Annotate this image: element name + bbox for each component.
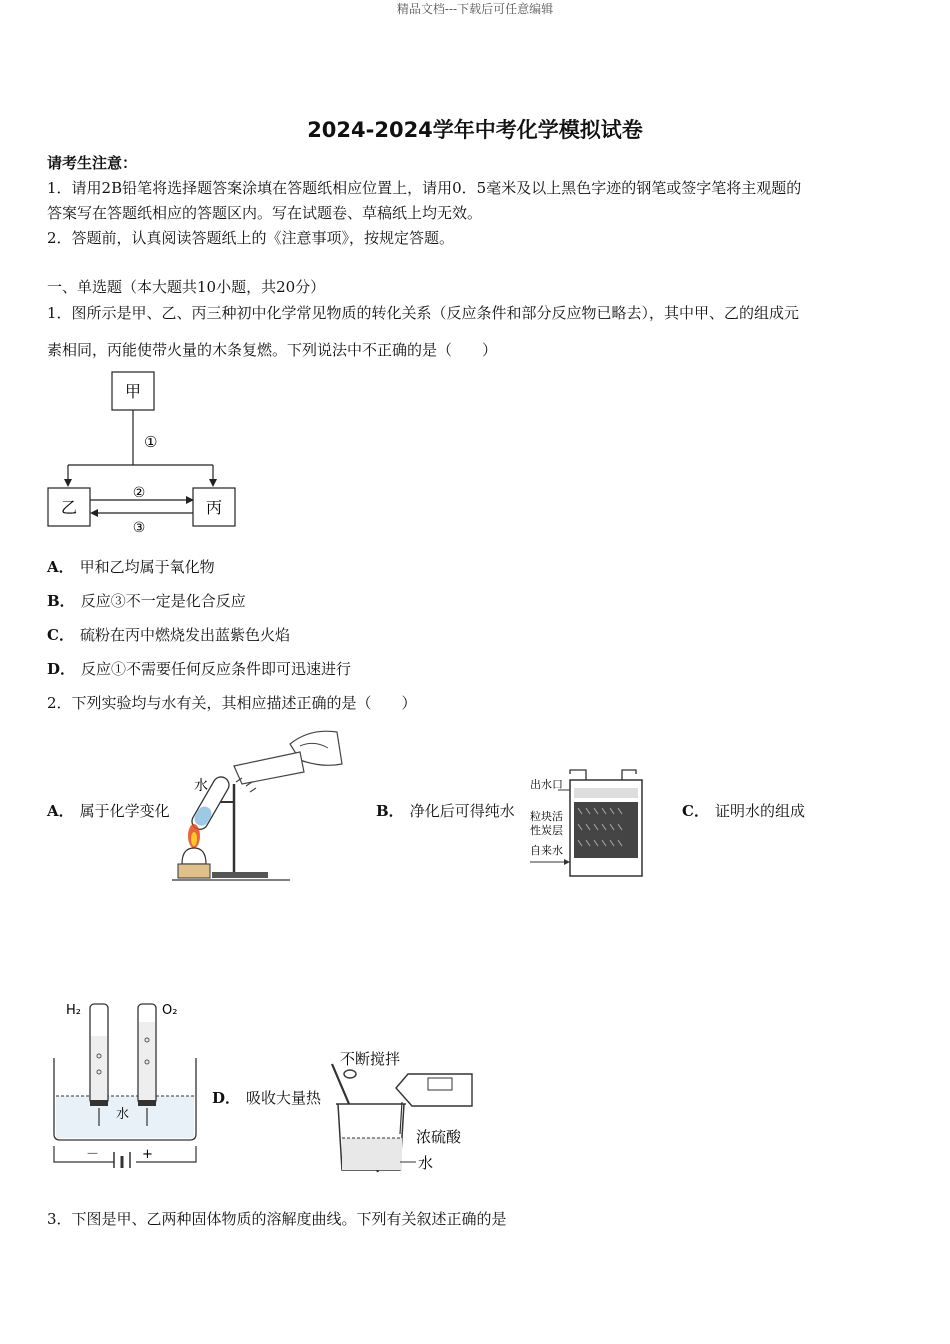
option-text: 属于化学变化	[79, 802, 170, 820]
q1-option-b[interactable]	[47, 590, 246, 611]
label-jia: 甲	[124, 382, 142, 401]
q1-option-a[interactable]	[47, 556, 215, 577]
section-heading: 一、单选题（本大题共10小题，共20分）	[47, 278, 326, 296]
q2-option-c[interactable]	[682, 800, 805, 821]
label-carbon-2: 性炭层	[530, 824, 563, 837]
label-water: 水	[418, 1154, 434, 1172]
option-letter: A．	[47, 802, 74, 820]
label-h2: H₂	[66, 1003, 81, 1018]
q1-conversion-diagram	[40, 368, 250, 534]
label-acid: 浓硫酸	[416, 1128, 462, 1146]
label-yi: 乙	[60, 498, 78, 517]
figure-heating-test-tube	[172, 724, 347, 886]
label-water: 水	[194, 778, 208, 794]
page-header-watermark: 精品文档---下载后可任意编辑	[396, 2, 554, 16]
q1-option-d[interactable]	[47, 658, 351, 679]
q2-stem: 2．下列实验均与水有关，其相应描述正确的是（ ）	[47, 694, 417, 712]
label-r3: ③	[132, 520, 146, 534]
figure-activated-carbon-filter	[528, 768, 648, 882]
q2-option-a[interactable]	[47, 800, 170, 821]
label-carbon-1: 粒块活	[530, 810, 563, 823]
notice-heading: 请考生注意：	[47, 154, 138, 172]
notice-line-1: 1．请用2B铅笔将选择题答案涂填在答题纸相应位置上，请用0．5毫米及以上黑色字迹的钢笔或签字笔将主观题的	[47, 179, 802, 197]
label-outlet: 出水口	[530, 778, 563, 791]
figure-water-electrolysis	[50, 996, 202, 1168]
label-r1: ①	[144, 433, 158, 451]
label-r2: ②	[132, 485, 146, 501]
q3-stem: 3．下图是甲、乙两种固体物质的溶解度曲线。下列有关叙述正确的是	[47, 1210, 507, 1228]
label-o2: O₂	[162, 1003, 178, 1018]
option-letter: A．	[47, 558, 74, 576]
label-water: 水	[116, 1107, 130, 1122]
q1-stem-line-2: 素相同，丙能使带火量的木条复燃。下列说法中不正确的是（ ）	[47, 341, 498, 359]
option-letter: B．	[376, 802, 404, 820]
page-title: 2024-2024学年中考化学模拟试卷	[307, 118, 643, 142]
option-text: 证明水的组成	[714, 802, 805, 820]
label-inlet: 自来水	[530, 844, 563, 857]
option-text: 吸收大量热	[246, 1089, 322, 1107]
option-text: 甲和乙均属于氧化物	[79, 558, 215, 576]
label-stir: 不断搅拌	[340, 1050, 401, 1068]
option-text: 净化后可得纯水	[409, 802, 515, 820]
notice-line-2: 2．答题前，认真阅读答题纸上的《注意事项》，按规定答题。	[47, 229, 455, 247]
option-letter: C．	[682, 802, 709, 820]
q2-option-d[interactable]	[212, 1087, 321, 1108]
option-letter: B．	[47, 592, 75, 610]
q1-stem-line-1: 1．图所示是甲、乙、丙三种初中化学常见物质的转化关系（反应条件和部分反应物已略去），其中甲、乙的组成元	[47, 304, 800, 322]
option-text: 反应①不需要任何反应条件即可迅速进行	[81, 660, 352, 678]
notice-line-1b: 答案写在答题纸相应的答题区内。写在试题卷、草稿纸上均无效。	[47, 204, 483, 222]
label-plus: +	[142, 1147, 153, 1162]
figure-dilute-sulfuric-acid	[322, 1044, 482, 1176]
option-letter: D．	[212, 1089, 241, 1107]
q1-option-c[interactable]	[47, 624, 290, 645]
label-minus: －	[86, 1147, 100, 1162]
option-letter: C．	[47, 626, 74, 644]
option-text: 硫粉在丙中燃烧发出蓝紫色火焰	[79, 626, 290, 644]
option-text: 反应③不一定是化合反应	[80, 592, 246, 610]
label-bing: 丙	[205, 498, 223, 517]
q2-option-b[interactable]	[376, 800, 515, 821]
option-letter: D．	[47, 660, 76, 678]
